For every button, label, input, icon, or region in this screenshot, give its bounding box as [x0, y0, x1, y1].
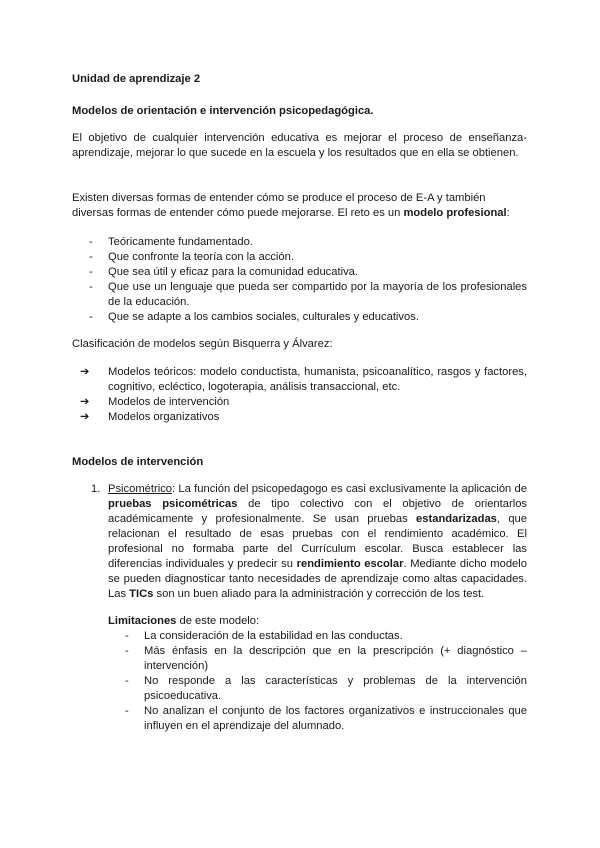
intervention-heading: Modelos de intervención	[72, 456, 204, 468]
forms-paragraph	[72, 191, 527, 221]
list-item-text: Que confronte la teoría con la acción.	[108, 251, 294, 263]
list-item	[72, 235, 527, 250]
list-item-text: Que sea útil y eficaz para la comunidad educativa.	[108, 266, 358, 278]
dash-marker: -	[89, 281, 93, 293]
psychometric-bold-3: rendimiento escolar	[296, 558, 404, 570]
unit-title: Unidad de aprendizaje 2	[72, 73, 201, 85]
list-item-text: No analizan el conjunto de los factores organizativos e instruccionales que influyen en el aprendizaje del alumnado.	[144, 705, 527, 732]
psychometric-term: Psicométrico	[108, 483, 173, 495]
list-item-text: Más énfasis en la descripción que en la prescripción (+ diagnóstico – intervención)	[144, 645, 527, 672]
list-item-text: Modelos teóricos: modelo conductista, humanista, psicoanalítico, rasgos y factores, cognitivo, ecléctico, logoterapia, análisis transaccional, etc.	[108, 366, 527, 393]
list-item-text: Que se adapte a los cambios sociales, culturales y educativos.	[108, 311, 419, 323]
list-item-text: Que use un lenguaje que pueda ser compartido por la mayoría de los profesionales de la educación.	[108, 281, 527, 308]
list-item	[108, 674, 527, 704]
psychometric-bold-2: estandarizadas	[416, 513, 497, 525]
arrow-right-icon: ➔	[80, 411, 90, 423]
forms-bold: modelo profesional	[403, 207, 507, 219]
psychometric-text-1: : La función del psicopedagogo es casi exclusivamente la aplicación de	[172, 483, 527, 495]
list-item	[72, 310, 527, 325]
psychometric-text-4: . Mediante dicho modelo se pueden diagnosticar tanto necesidades de aprendizaje como altas capacidades. Las	[108, 558, 527, 600]
intro-paragraph: El objetivo de cualquier intervención educativa es mejorar el proceso de enseñanza-aprendizaje, mejorar lo que sucede en la escuela y los resultados que en ella se obtienen.	[72, 132, 527, 159]
list-item	[108, 644, 527, 674]
list-item-text: La consideración de la estabilidad en las conductas.	[144, 630, 403, 642]
list-item	[72, 265, 527, 280]
dash-marker: -	[125, 630, 129, 642]
dash-marker: -	[89, 266, 93, 278]
limitations-list	[108, 629, 527, 734]
list-item	[72, 280, 527, 310]
list-item-text: Modelos de intervención	[108, 396, 230, 408]
dash-marker: -	[125, 675, 129, 687]
list-item-text: No responde a las características y problemas de la intervención psicoeducativa.	[144, 675, 527, 702]
psychometric-item	[72, 482, 527, 602]
forms-text: Existen diversas formas de entender cómo se produce el proceso de E-A y también diversas formas de entender cómo puede mejorarse. El reto es un	[72, 192, 486, 219]
limitations-label	[108, 614, 527, 629]
list-item	[72, 410, 527, 425]
dash-marker: -	[89, 236, 93, 248]
forms-end: :	[506, 207, 510, 219]
psychometric-text-2: de tipo colectivo con el objetivo de orientarlos académicamente y profesionalmente. Se usan pruebas	[108, 498, 528, 525]
list-item	[108, 629, 527, 644]
list-item	[72, 395, 527, 410]
psychometric-bold-1: pruebas psicométricas	[108, 498, 238, 510]
list-item-text: Modelos organizativos	[108, 411, 220, 423]
requirements-list	[72, 235, 527, 325]
classification-list	[72, 365, 527, 425]
classification-title: Clasificación de modelos según Bisquerra y Álvarez:	[72, 338, 333, 350]
limitations-bold: Limitaciones	[108, 615, 177, 627]
dash-marker: -	[89, 311, 93, 323]
psychometric-bold-4: TICs	[129, 588, 154, 600]
list-item	[108, 704, 527, 734]
list-item-text: Teóricamente fundamentado.	[108, 236, 253, 248]
arrow-right-icon: ➔	[80, 366, 90, 378]
list-item	[72, 365, 527, 395]
dash-marker: -	[125, 645, 129, 657]
dash-marker: -	[125, 705, 129, 717]
arrow-right-icon: ➔	[80, 396, 90, 408]
psychometric-text-5: son un buen aliado para la administración y corrección de los test.	[153, 588, 485, 600]
psychometric-text-3: , que relacionan el resultado de esas pruebas con el rendimiento académico. El profesional no formaba parte del Currículum escolar. Busca establecer las diferencias individuales y predecir su	[108, 513, 527, 570]
item-number: 1.	[91, 483, 101, 495]
limitations-rest: de este modelo:	[176, 615, 260, 627]
dash-marker: -	[89, 251, 93, 263]
section-title: Modelos de orientación e intervención psicopedagógica.	[72, 105, 374, 117]
list-item	[72, 250, 527, 265]
